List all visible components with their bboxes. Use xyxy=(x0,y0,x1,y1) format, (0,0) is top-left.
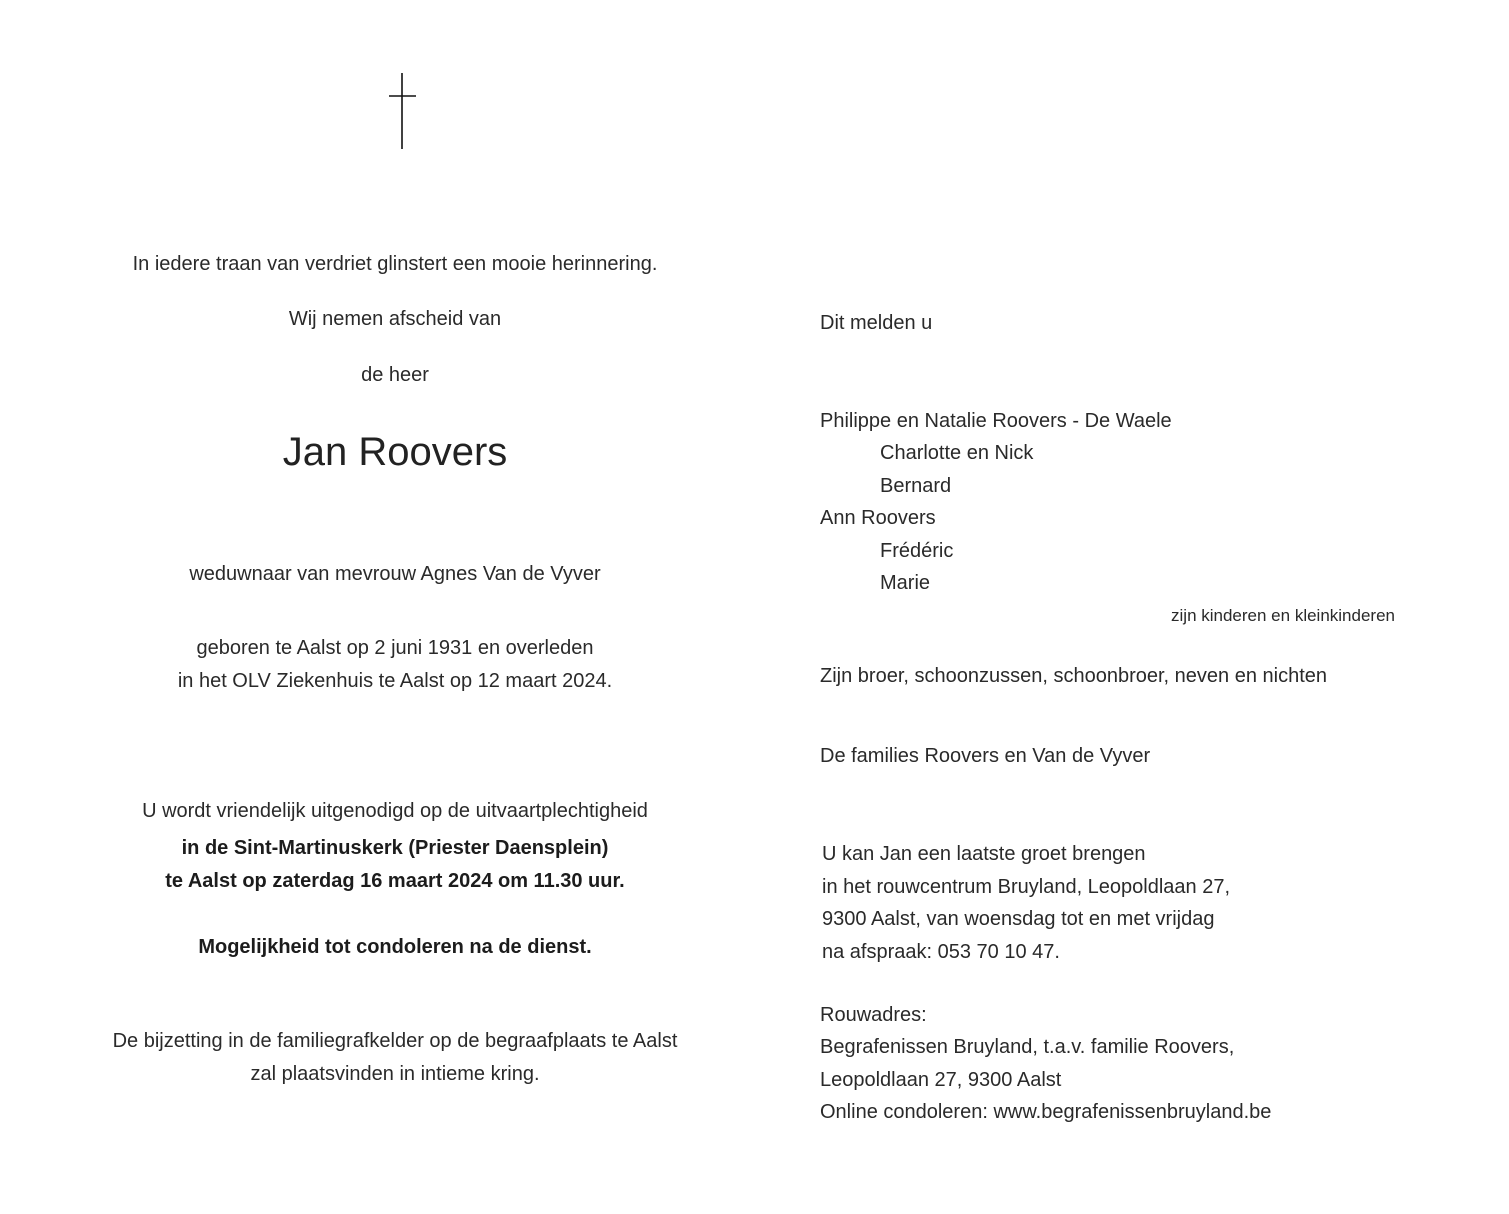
visit-line: U kan Jan een laatste groet brengen xyxy=(822,843,1146,865)
family-caption: zijn kinderen en kleinkinderen xyxy=(1171,606,1395,625)
intro-text: Wij nemen afscheid van xyxy=(288,308,502,330)
cross-icon xyxy=(388,73,418,151)
ceremony-location: in de Sint-Martinuskerk (Priester Daensplein) xyxy=(181,837,609,859)
deceased-name: Jan Roovers xyxy=(282,430,508,474)
spouse-line: weduwnaar van mevrouw Agnes Van de Vyver xyxy=(189,563,601,585)
siblings-line: Zijn broer, schoonzussen, schoonbroer, neven en nichten xyxy=(820,665,1327,687)
invitation-line: U wordt vriendelijk uitgenodigd op de uitvaartplechtigheid xyxy=(142,800,648,822)
address-line: Begrafenissen Bruyland, t.a.v. familie Roovers, xyxy=(820,1036,1235,1058)
family-member: Marie xyxy=(880,572,931,594)
address-heading: Rouwadres: xyxy=(820,1004,927,1026)
address-line: Leopoldlaan 27, 9300 Aalst xyxy=(820,1069,1062,1091)
family-member: Bernard xyxy=(880,475,952,497)
death-line: in het OLV Ziekenhuis te Aalst op 12 maart 2024. xyxy=(177,670,613,692)
online-condolence-link[interactable]: Online condoleren: www.begrafenissenbruyland.be xyxy=(820,1101,1272,1123)
ceremony-datetime: te Aalst op zaterdag 16 maart 2024 om 11.30 uur. xyxy=(165,870,625,892)
families-line: De families Roovers en Van de Vyver xyxy=(820,745,1151,767)
burial-line-1: De bijzetting in de familiegrafkelder op de begraafplaats te Aalst xyxy=(112,1030,678,1052)
family-member: Charlotte en Nick xyxy=(880,442,1034,464)
honorific: de heer xyxy=(361,364,429,386)
burial-line-2: zal plaatsvinden in intieme kring. xyxy=(250,1063,540,1085)
birth-line: geboren te Aalst op 2 juni 1931 en overleden xyxy=(196,637,594,659)
family-member: Ann Roovers xyxy=(820,507,936,529)
family-member: Frédéric xyxy=(880,540,954,562)
quote: In iedere traan van verdriet glinstert een mooie herinnering. xyxy=(132,253,658,275)
visit-line: 9300 Aalst, van woensdag tot en met vrijdag xyxy=(822,908,1215,930)
family-member: Philippe en Natalie Roovers - De Waele xyxy=(820,410,1172,432)
visit-line: na afspraak: 053 70 10 47. xyxy=(822,941,1060,963)
announce-line: Dit melden u xyxy=(820,312,933,334)
condolence-note: Mogelijkheid tot condoleren na de dienst. xyxy=(198,936,592,958)
visit-line: in het rouwcentrum Bruyland, Leopoldlaan 27, xyxy=(822,876,1231,898)
